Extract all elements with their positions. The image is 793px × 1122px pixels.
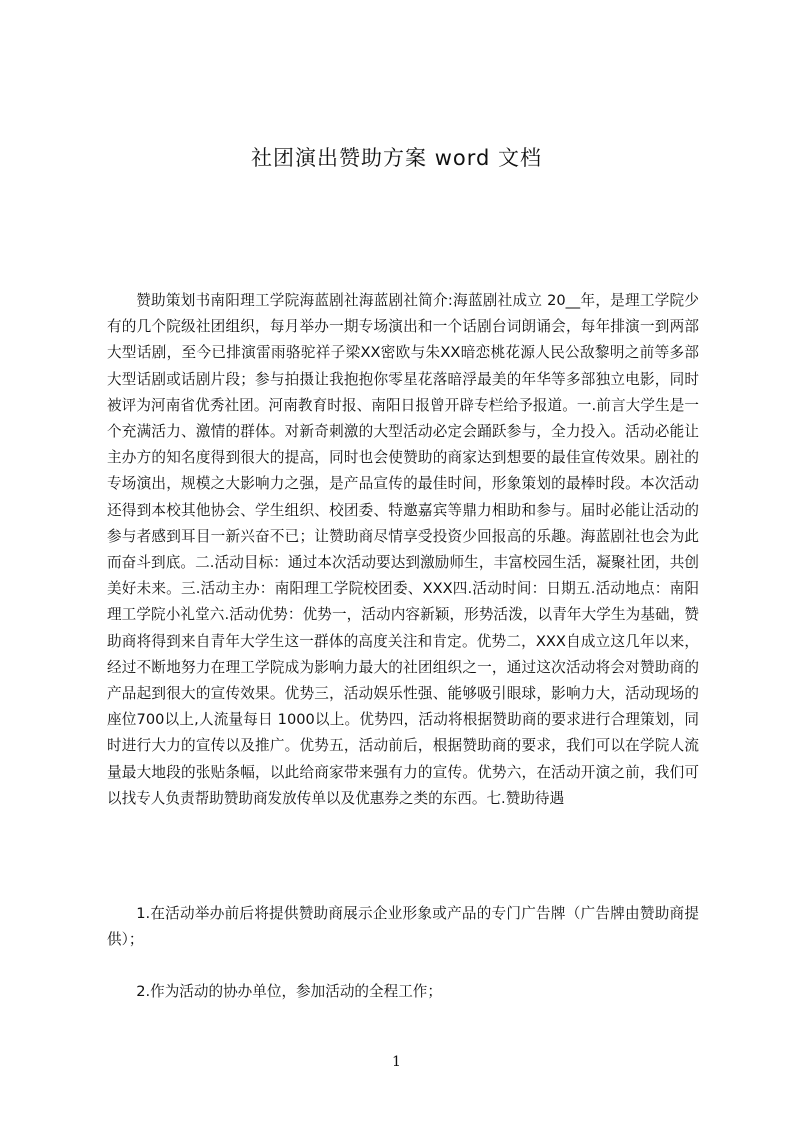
document-title: 社团演出赞助方案 word 文档 — [251, 146, 542, 170]
main-paragraph: 赞助策划书南阳理工学院海蓝剧社海蓝剧社简介:海蓝剧社成立 20__年，是理工学院少有的几个院级社团组织，每月举办一期专场演出和一个话剧台词朗诵会，每年排演一到两部大型话剧，至今已排演雷雨骆驼祥子梁XX密欧与朱XX暗恋桃花源人民公敌黎明之前等多部大型话剧或话剧片段；参与拍摄让我抱抱你零星花落暗浮最美的年华等多部独立电影，同时被评为河南省优秀社团。河南教育时报、南阳日报曾开辟专栏给予报道。一.前言大学生是一个充满活力、激情的群体。对新奇刺激的大型活动必定会踊跃参与，全力投入。活动必能让主办方的知名度得到很大的提高，同时也会使赞助的商家达到想要的最佳宣传效果。剧社的专场演出，规模之大影响力之强，是产品宣传的最佳时间，形象策划的最棒时段。本次活动还得到本校其他协会、学生组织、校团委、特邀嘉宾等鼎力相助和参与。届时必能让活动的参与者感到耳目一新兴奋不已；让赞助商尽情享受投资少回报高的乐趣。海蓝剧社也会为此而奋斗到底。二.活动目标：通过本次活动要达到激励师生，丰富校园生活，凝聚社团，共创美好未来。三.活动主办：南阳理工学院校团委、XXX四.活动时间：日期五.活动地点：南阳理工学院小礼堂六.活动优势：优势一，活动内容新颖，形势活泼，以青年大学生为基础，赞助商将得到来自青年大学生这一群体的高度关注和肯定。优势二，XXX自成立这几年以来，经过不断地努力在理工学院成为影响力最大的社团组织之一，通过这次活动将会对赞助商的产品起到很大的宣传效果。优势三，活动娱乐性强、能够吸引眼球，影响力大，活动现场的座位700以上,人流量每日 1000以上。优势四，活动将根据赞助商的要求进行合理策划，同时进行大力的宣传以及推广。优势五，活动前后，根据赞助商的要求，我们可以在学院人流量最大地段的张贴条幅，以此给商家带来强有力的宣传。优势六，在活动开演之前，我们可以找专人负责帮助赞助商发放传单以及优惠券之类的东西。七.赞助待遇 — [107, 292, 699, 807]
sponsorship-item-1: 1.在活动举办前后将提供赞助商展示企业形象或产品的专门广告牌（广告牌由赞助商提供）； — [107, 905, 699, 949]
page-number: 1 — [392, 1054, 401, 1070]
sponsorship-item-2: 2.作为活动的协办单位，参加活动的全程工作； — [136, 983, 442, 1000]
